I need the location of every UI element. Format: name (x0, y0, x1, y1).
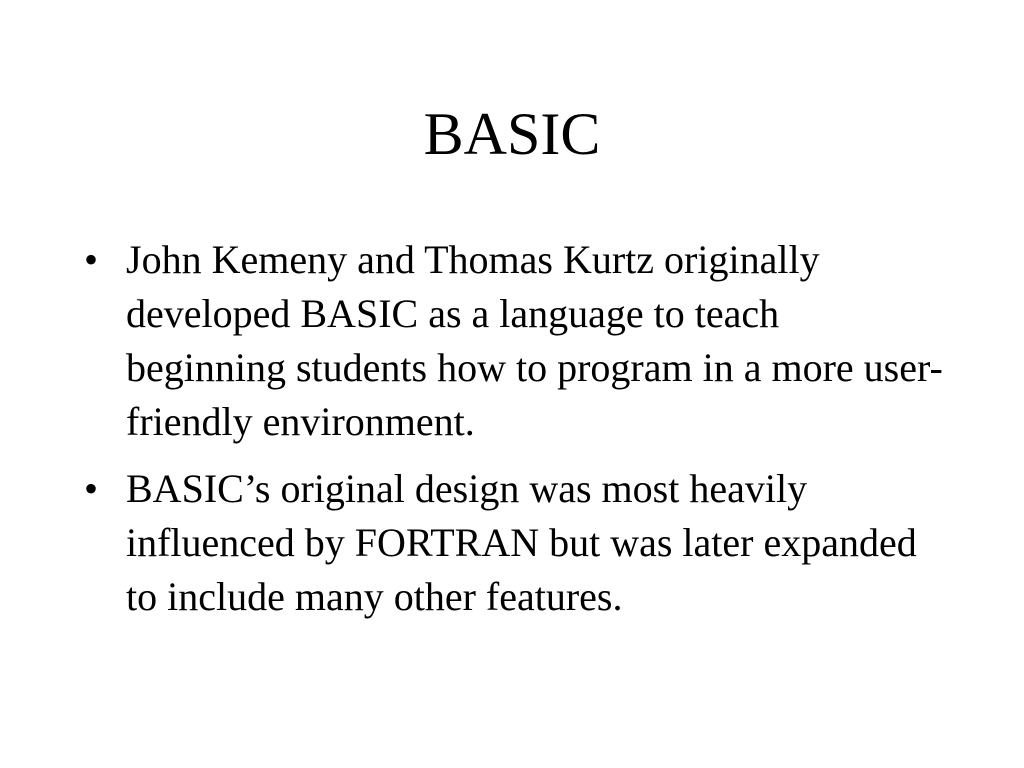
slide-title: BASIC (423, 101, 601, 167)
bullet-text: BASIC’s original design was most heavily influenced by FORTRAN but was later expanded to include many other features. (126, 466, 917, 619)
bullet-item (84, 233, 944, 449)
bullet-text: John Kemeny and Thomas Kurtz originally developed BASIC as a language to teach beginning students how to program in a more user-friendly environment. (126, 237, 943, 444)
bullet-marker: • (84, 466, 99, 511)
bullet-item (84, 462, 944, 624)
bullet-list (84, 233, 944, 637)
bullet-marker: • (84, 237, 99, 282)
